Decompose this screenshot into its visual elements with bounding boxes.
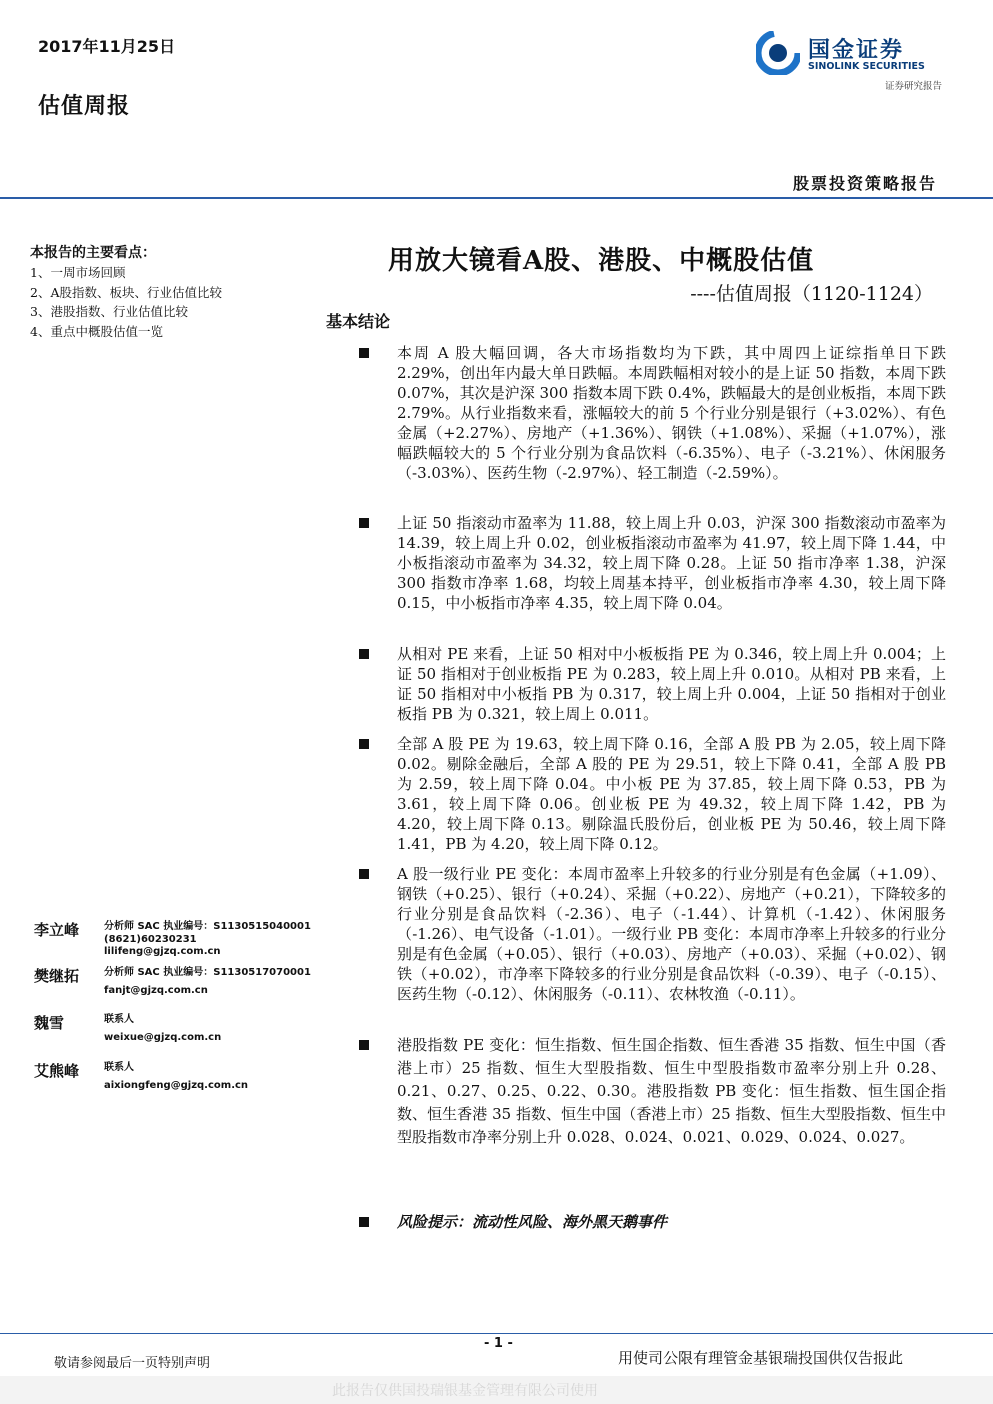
analyst-phone: (8621)60230231 xyxy=(104,933,197,945)
analyst-email[interactable]: weixue@gjzq.com.cn xyxy=(104,1031,222,1043)
analyst-info xyxy=(104,921,311,959)
analyst-role: 联系人 xyxy=(104,1062,134,1073)
conclusion-paragraph: 本周 A 股大幅回调，各大市场指数均为下跌，其中周四上证综指单日下跌 2.29%，创出年内最大单日跌幅。本周跌幅相对较小的是上证 50 指数，本周下跌 0.07%，其次是沪深 300 指数本周下跌 0.4%，跌幅最大的是创业板指，本周下跌 2.79%。从行业指数来看，涨幅较大的前 5 个行业分别是银行（+3.02%）、有色金属（+2.27%）、房地产（+1.36%）、钢铁（+1.08%）、采掘（+1.07%），涨幅跌幅较大的 5 个行业分别为食品饮料（-6.35%）、电子（-3.21%）、休闲服务（-3.03%）、医药生物（-2.97%）、轻工制造（-2.59%）。 xyxy=(397,344,946,482)
analyst-credential: 分析师 SAC 执业编号：S1130515040001 xyxy=(104,921,311,932)
risk-warning: 风险提示：流动性风险、海外黑天鹅事件 xyxy=(397,1213,668,1231)
bullet-marker xyxy=(359,518,369,528)
company-logo xyxy=(756,31,944,93)
analyst-email[interactable]: fanjt@gjzq.com.cn xyxy=(104,984,208,996)
bullet-marker xyxy=(359,739,369,749)
report-type: 股票投资策略报告 xyxy=(792,174,937,193)
analyst-email[interactable]: lilifeng@gjzq.com.cn xyxy=(104,946,221,957)
footer-disclaimer: 敬请参阅最后一页特别声明 xyxy=(54,1356,211,1371)
analyst-name: 樊继拓 xyxy=(34,967,80,985)
highlight-item: 4、重点中概股估值一览 xyxy=(30,323,163,339)
analyst-info xyxy=(104,1062,248,1092)
conclusion-paragraph: 港股指数 PE 变化：恒生指数、恒生国企指数、恒生香港 35 指数、恒生中国（香港上市）25 指数、恒生大型股指数、恒生中型股指数市盈率分别上升 0.28、0.21、0.27、0.25、0.22、0.30。港股指数 PB 变化：恒生指数、恒生国企指数、恒生香港 35 指数、恒生中国（香港上市）25 指数、恒生大型股指数、恒生中型股指数市净率分别上升 0.028、0.024、0.021、0.029、0.024、0.027。 xyxy=(397,1036,946,1146)
conclusion-paragraph: 从相对 PE 来看，上证 50 相对中小板板指 PE 为 0.346，较上周上升 0.004；上证 50 指相对于创业板指 PE 为 0.283，较上周上升 0.010。从相对 PB 来看，上证 50 指相对中小板指 PB 为 0.317，较上周上升 0.004，上证 50 指相对于创业板指 PB 为 0.321，较上周上 0.011。 xyxy=(397,645,946,723)
bullet-marker xyxy=(359,869,369,879)
logo-subtitle: 证券研究报告 xyxy=(884,81,942,92)
page-number: - 1 - xyxy=(484,1336,513,1351)
logo-english-name: SINOLINK SECURITIES xyxy=(808,61,925,72)
conclusion-paragraph: A 股一级行业 PE 变化：本周市盈率上升较多的行业分别是有色金属（+1.09）、钢铁（+0.25）、银行（+0.24）、采掘（+0.22）、房地产（+0.21），下降较多的行业分别是食品饮料（-2.36）、电子（-1.44）、计算机（-1.42）、休闲服务（-1.26）、电气设备（-1.01）。一级行业 PB 变化：本周市净率上升较多的行业分别是有色金属（+0.05）、银行（+0.03）、房地产（+0.03）、采掘（+0.02）、钢铁（+0.02），市净率下降较多的行业分别是食品饮料（-0.39）、电子（-0.15）、医药生物（-0.12）、休闲服务（-0.11）、农林牧渔（-0.11）。 xyxy=(397,865,946,1003)
conclusion-paragraph: 全部 A 股 PE 为 19.63，较上周下降 0.16，全部 A 股 PB 为 2.05，较上周下降 0.02。剔除金融后，全部 A 股的 PE 为 29.51，较上下降 0.41，全部 A 股 PB 为 2.59，较上周下降 0.04。中小板 PE 为 37.85，较上周下降 0.53，PB 为 3.61，较上周下降 0.06。创业板 PE 为 49.32，较上周下降 1.42，PB 为 4.20，较上周下降 0.13。剔除温氏股份后，创业板 PE 为 50.46，较上周下降 1.41，PB 为 4.20，较上周下降 0.12。 xyxy=(397,735,946,853)
header-divider xyxy=(0,197,993,199)
footer-watermark: 此报告仅供国投瑞银基金管理有限公司使用 xyxy=(332,1383,598,1399)
highlight-item: 3、港股指数、行业估值比较 xyxy=(30,304,188,319)
sinolink-logo-icon xyxy=(756,31,800,75)
report-title: 用放大镜看A股、港股、中概股估值 xyxy=(388,246,815,276)
bullet-marker xyxy=(359,649,369,659)
highlights-list xyxy=(30,263,222,341)
highlight-item: 2、A股指数、板块、行业估值比较 xyxy=(30,284,222,300)
analyst-name: 魏雪 xyxy=(34,1014,65,1032)
analyst-info xyxy=(104,1014,221,1044)
analyst-credential: 分析师 SAC 执业编号：S1130517070001 xyxy=(104,967,311,978)
report-date: 2017年11月25日 xyxy=(38,37,176,56)
analyst-info xyxy=(104,967,311,997)
highlight-item: 1、一周市场回顾 xyxy=(30,265,126,280)
bullet-marker xyxy=(359,1217,369,1227)
report-series: 估值周报 xyxy=(38,93,131,119)
logo-chinese-name: 国金证券 xyxy=(808,38,905,63)
analyst-email[interactable]: aixiongfeng@gjzq.com.cn xyxy=(104,1079,249,1091)
footer-divider xyxy=(0,1333,993,1334)
report-subtitle: ----估值周报（1120-1124） xyxy=(690,283,933,305)
analyst-role: 联系人 xyxy=(104,1014,134,1025)
section-heading: 基本结论 xyxy=(326,312,391,331)
analyst-name: 李立峰 xyxy=(34,921,80,939)
bullet-marker xyxy=(359,1040,369,1050)
conclusion-paragraph: 上证 50 指滚动市盈率为 11.88，较上周上升 0.03，沪深 300 指数滚动市盈率为 14.39，较上周上升 0.02，创业板指滚动市盈率为 41.97，较上周下降 1.44，中小板指滚动市盈率为 34.32，较上周下降 0.28。上证 50 指市净率 1.38，沪深 300 指数市净率 1.68，均较上周基本持平，创业板指市净率 4.30，较上周下降 0.15，中小板指市净率 4.35，较上周下降 0.04。 xyxy=(397,514,946,612)
bullet-marker xyxy=(359,348,369,358)
footer-notice: 用使司公限有理管金基银瑞投国供仅告报此 xyxy=(618,1349,904,1367)
highlights-title: 本报告的主要看点： xyxy=(30,245,156,261)
analyst-name: 艾熊峰 xyxy=(34,1062,80,1080)
